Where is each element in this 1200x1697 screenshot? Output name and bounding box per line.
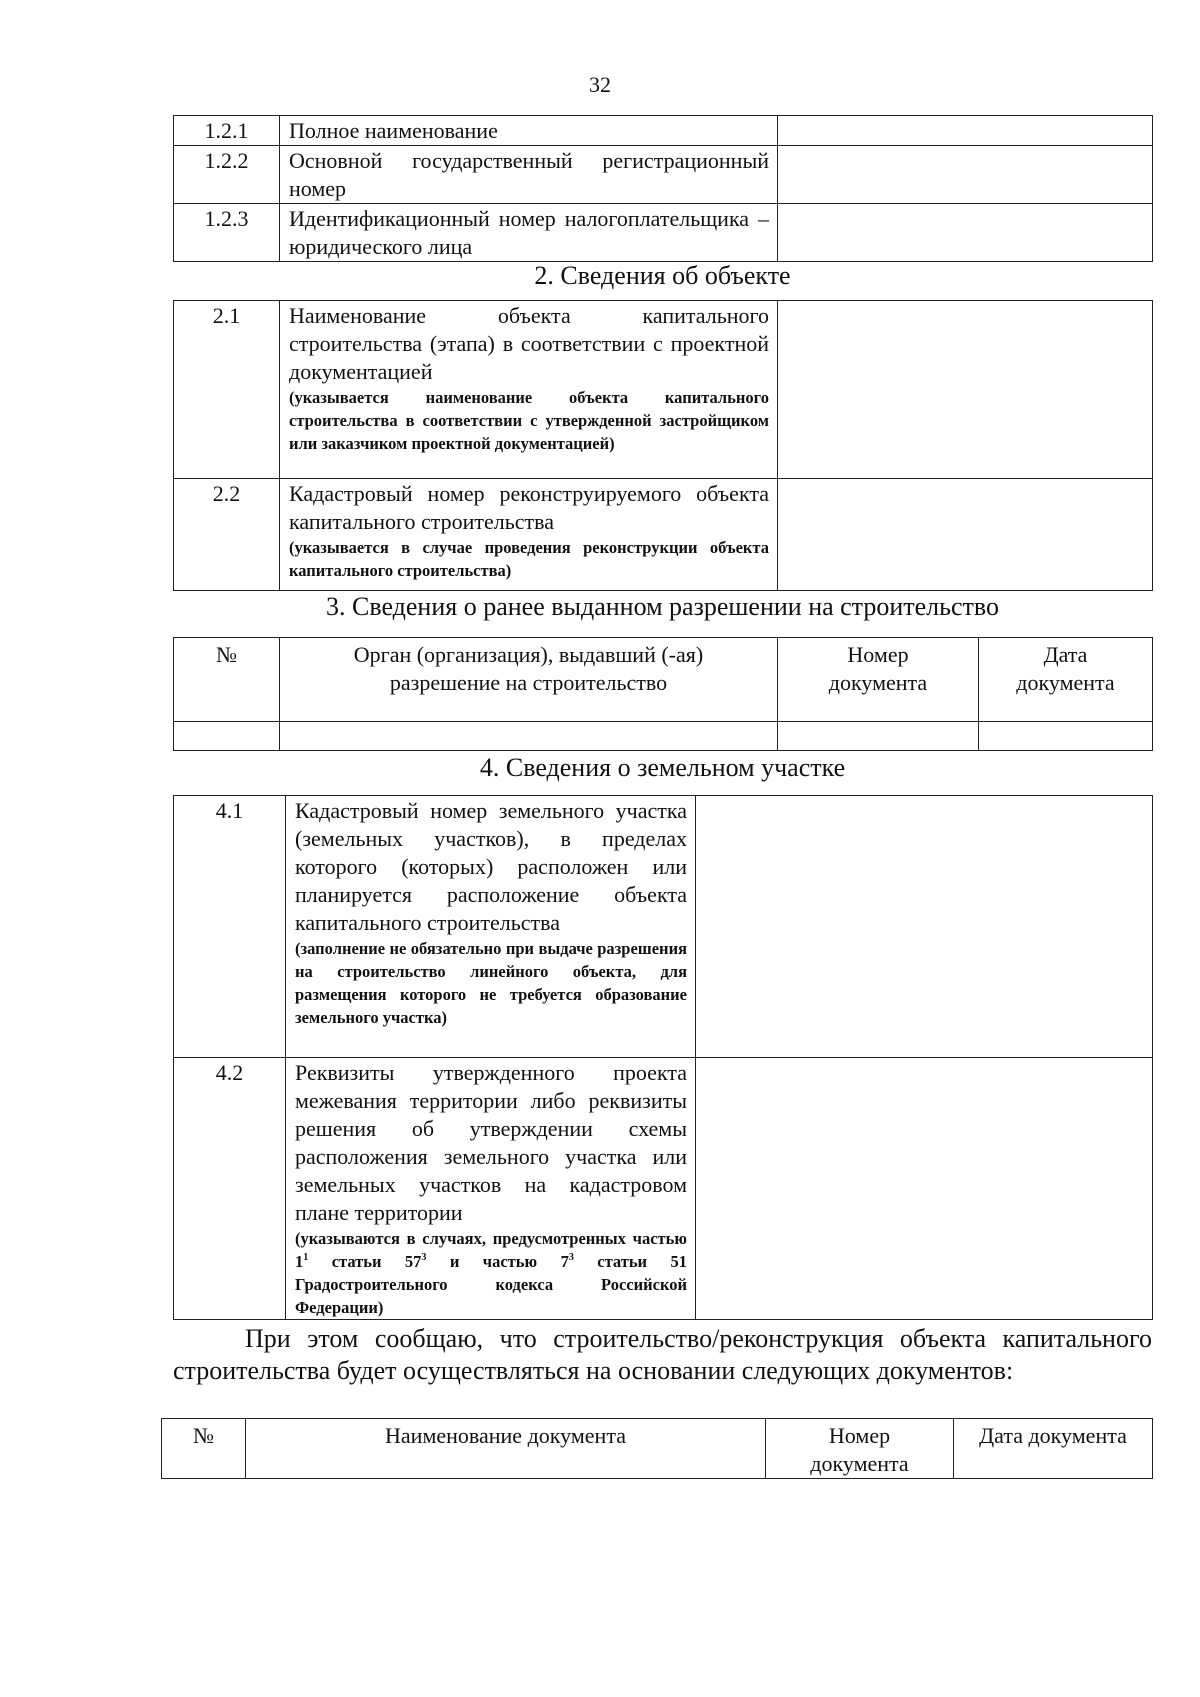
value-cell[interactable] <box>778 146 1153 204</box>
row-label: Кадастровый номер земельного участка (земельных участков), в пределах которого (которых) расположен или планируется расположение объекта капитального строительства <box>295 798 687 935</box>
documents-table <box>161 1418 1153 1479</box>
row-note: (указывается в случае проведения реконструкции объекта капитального строительства) <box>289 538 769 580</box>
table-row <box>174 722 1153 751</box>
table-header-row <box>162 1419 1153 1479</box>
row-note: (заполнение не обязательно при выдаче разрешения на строительство линейного объекта, для размещения которого не требуется образование земельного участка) <box>295 939 687 1027</box>
note-part: статьи 51 Градостроительного кодекса Российской Федерации) <box>295 1252 687 1317</box>
row-label: Полное наименование <box>280 116 778 146</box>
row-number: 1.2.3 <box>174 204 280 262</box>
section-2-heading: 2. Сведения об объекте <box>534 261 791 290</box>
value-cell[interactable] <box>696 1058 1153 1320</box>
column-header-number: № <box>162 1419 246 1479</box>
column-header-doc-number: Номер документа <box>778 638 979 722</box>
row-cell <box>286 1058 696 1320</box>
row-number: 2.1 <box>174 301 280 479</box>
column-header-organ: Орган (организация), выдавший (-ая) разрешение на строительство <box>280 638 778 722</box>
object-table <box>173 300 1153 591</box>
empty-cell[interactable] <box>174 722 280 751</box>
column-header-doc-date: Дата документа <box>979 638 1153 722</box>
row-note: (указывается наименование объекта капитального строительства в соответствии с утвержденной застройщиком или заказчиком проектной документацией) <box>289 388 769 453</box>
row-number: 2.2 <box>174 479 280 591</box>
table-header-row <box>174 638 1153 722</box>
value-cell[interactable] <box>696 796 1153 1058</box>
section-3-heading: 3. Сведения о ранее выданном разрешении на строительство <box>325 592 1000 621</box>
organization-table <box>173 115 1153 262</box>
section-4-heading: 4. Сведения о земельном участке <box>479 753 846 782</box>
note-part: статьи 57 <box>308 1252 422 1271</box>
note-part: и частью 7 <box>426 1252 569 1271</box>
value-cell[interactable] <box>778 479 1153 591</box>
row-number: 1.2.2 <box>174 146 280 204</box>
table-row <box>174 479 1153 591</box>
empty-cell[interactable] <box>979 722 1153 751</box>
row-label: Реквизиты утвержденного проекта межевания территории либо реквизиты решения об утверждении схемы расположения земельного участка или земельных участков на кадастровом плане территории <box>295 1060 687 1225</box>
row-label: Наименование объекта капитального строительства (этапа) в соответствии с проектной документацией <box>289 303 769 384</box>
table-row <box>174 116 1153 146</box>
table-row <box>174 146 1153 204</box>
row-number: 1.2.1 <box>174 116 280 146</box>
land-plot-table <box>173 795 1153 1320</box>
row-label: Кадастровый номер реконструируемого объекта капитального строительства <box>289 481 769 534</box>
empty-cell[interactable] <box>280 722 778 751</box>
value-cell[interactable] <box>778 301 1153 479</box>
row-number: 4.2 <box>174 1058 286 1320</box>
column-header-doc-date: Дата документа <box>954 1419 1153 1479</box>
note-part: (указываются в случаях, предусмотренных частью 1 <box>295 1229 687 1271</box>
note-superscript: 1 <box>303 1252 309 1263</box>
statement-paragraph: При этом сообщаю, что строительство/реконструкция объекта капитального строительства будет осуществляться на основании следующих документов: <box>173 1324 1152 1385</box>
row-number: 4.1 <box>174 796 286 1058</box>
value-cell[interactable] <box>778 204 1153 262</box>
column-header-doc-number: Номер документа <box>766 1419 954 1479</box>
row-cell <box>286 796 696 1058</box>
table-row <box>174 1058 1153 1320</box>
table-row <box>174 301 1153 479</box>
page-number: 32 <box>589 72 611 97</box>
table-row <box>174 204 1153 262</box>
row-label: Основной государственный регистрационный номер <box>280 146 778 204</box>
note-superscript: 3 <box>568 1252 574 1263</box>
empty-cell[interactable] <box>778 722 979 751</box>
row-cell <box>280 479 778 591</box>
value-cell[interactable] <box>778 116 1153 146</box>
column-header-doc-name: Наименование документа <box>246 1419 766 1479</box>
table-row <box>174 796 1153 1058</box>
previous-permit-table <box>173 637 1153 751</box>
note-superscript: 3 <box>421 1252 427 1263</box>
column-header-number: № <box>174 638 280 722</box>
row-cell <box>280 301 778 479</box>
row-note <box>295 1227 687 1319</box>
row-label: Идентификационный номер налогоплательщика – юридического лица <box>280 204 778 262</box>
